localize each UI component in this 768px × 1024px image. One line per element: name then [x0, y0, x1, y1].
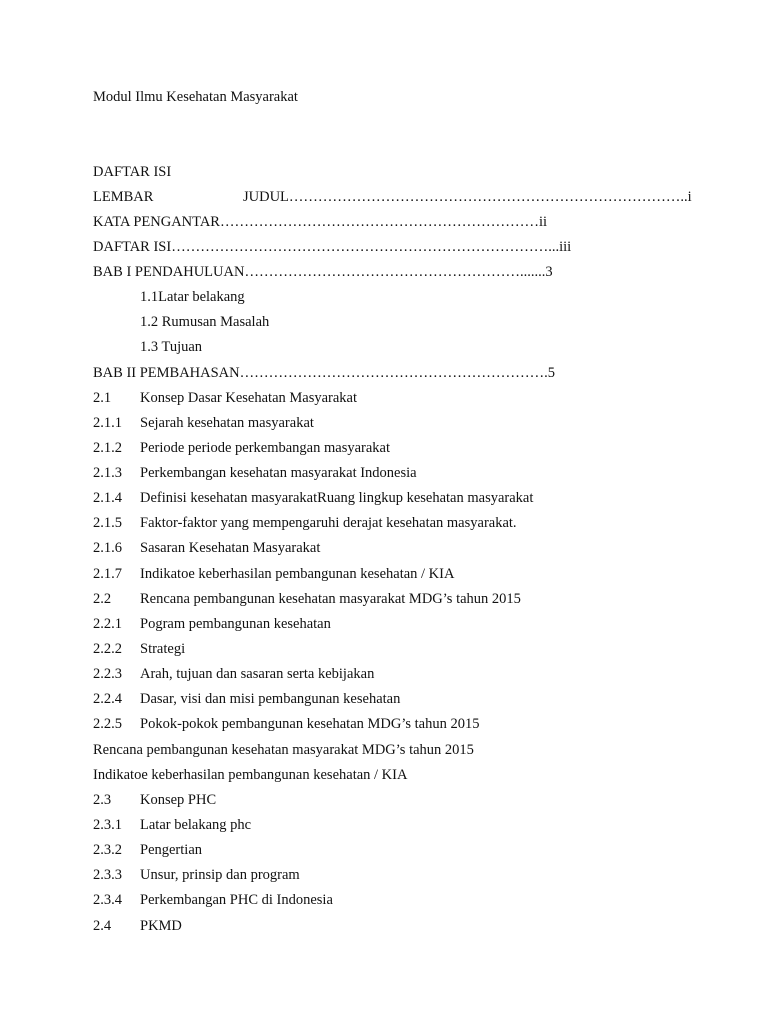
toc-section-title: Periode periode perkembangan masyarakat — [140, 440, 391, 456]
toc-entry-daftar-isi: DAFTAR ISI……………………………………………………………………...iii — [93, 239, 572, 255]
toc-section-title: Pogram pembangunan kesehatan — [140, 616, 331, 632]
toc-entry-judul: JUDUL………………………………………………………………………..i — [243, 189, 692, 205]
toc-section-number: 2.1.1 — [93, 415, 122, 431]
toc-section-number: 2.4 — [93, 918, 112, 934]
toc-section-title: Indikatoe keberhasilan pembangunan kesehatan / KIA — [140, 566, 455, 582]
toc-section-title: Unsur, prinsip dan program — [140, 867, 300, 883]
toc-plain-line: Rencana pembangunan kesehatan masyarakat MDG’s tahun 2015 — [93, 742, 474, 758]
toc-section-number: 2.2.5 — [93, 716, 122, 732]
toc-plain-line: Indikatoe keberhasilan pembangunan kesehatan / KIA — [93, 767, 408, 783]
toc-section-number: 2.1 — [93, 390, 112, 406]
toc-section-title: Pokok-pokok pembangunan kesehatan MDG’s tahun 2015 — [140, 716, 480, 732]
toc-section-number: 2.3.4 — [93, 892, 122, 908]
toc-section-number: 2.3.3 — [93, 867, 122, 883]
toc-section-title: Faktor-faktor yang mempengaruhi derajat kesehatan masyarakat. — [140, 515, 517, 531]
toc-section-title: Perkembangan kesehatan masyarakat Indonesia — [140, 465, 417, 481]
toc-section-title: Arah, tujuan dan sasaran serta kebijakan — [140, 666, 375, 682]
toc-section-number: 2.2.2 — [93, 641, 122, 657]
toc-section-number: 2.1.7 — [93, 566, 122, 582]
toc-section-number: 2.3.1 — [93, 817, 122, 833]
toc-section-number: 2.2.1 — [93, 616, 122, 632]
toc-section-number: 2.2.4 — [93, 691, 122, 707]
toc-section-title: Rencana pembangunan kesehatan masyarakat MDG’s tahun 2015 — [140, 591, 521, 607]
document-header: Modul Ilmu Kesehatan Masyarakat — [93, 89, 298, 105]
toc-section-number: 2.1.6 — [93, 540, 122, 556]
toc-section-title: Strategi — [140, 641, 186, 657]
toc-section-title: Konsep Dasar Kesehatan Masyarakat — [140, 390, 358, 406]
toc-section-title: Definisi kesehatan masyarakatRuang lingkup kesehatan masyarakat — [140, 490, 534, 506]
toc-section-title: Sejarah kesehatan masyarakat — [140, 415, 314, 431]
toc-section-number: 2.3.2 — [93, 842, 122, 858]
toc-title: DAFTAR ISI — [93, 164, 172, 180]
toc-section-title: Perkembangan PHC di Indonesia — [140, 892, 333, 908]
toc-section-number: 2.3 — [93, 792, 112, 808]
toc-entry-kata-pengantar: KATA PENGANTAR…………………………………………………………ii — [93, 214, 548, 230]
toc-section-number: 2.2.3 — [93, 666, 122, 682]
toc-section-title: Dasar, visi dan misi pembangunan kesehatan — [140, 691, 401, 707]
toc-section-title: Sasaran Kesehatan Masyarakat — [140, 540, 321, 556]
toc-section-title: Pengertian — [140, 842, 203, 858]
toc-subentry: 1.3 Tujuan — [140, 339, 203, 355]
toc-subentry: 1.1Latar belakang — [140, 289, 245, 305]
toc-section-title: Latar belakang phc — [140, 817, 252, 833]
toc-section-number: 2.2 — [93, 591, 112, 607]
toc-section-number: 2.1.4 — [93, 490, 122, 506]
toc-section-number: 2.1.2 — [93, 440, 122, 456]
toc-section-number: 2.1.5 — [93, 515, 122, 531]
toc-subentry: 1.2 Rumusan Masalah — [140, 314, 270, 330]
toc-lembar-label: LEMBAR — [93, 189, 154, 205]
toc-entry-bab-2: BAB II PEMBAHASAN……………………………………………………….5 — [93, 365, 556, 381]
toc-entry-bab-1: BAB I PENDAHULUAN………………………………………………….......3 — [93, 264, 553, 280]
toc-section-number: 2.1.3 — [93, 465, 122, 481]
toc-section-title: PKMD — [140, 918, 182, 934]
toc-section-title: Konsep PHC — [140, 792, 217, 808]
